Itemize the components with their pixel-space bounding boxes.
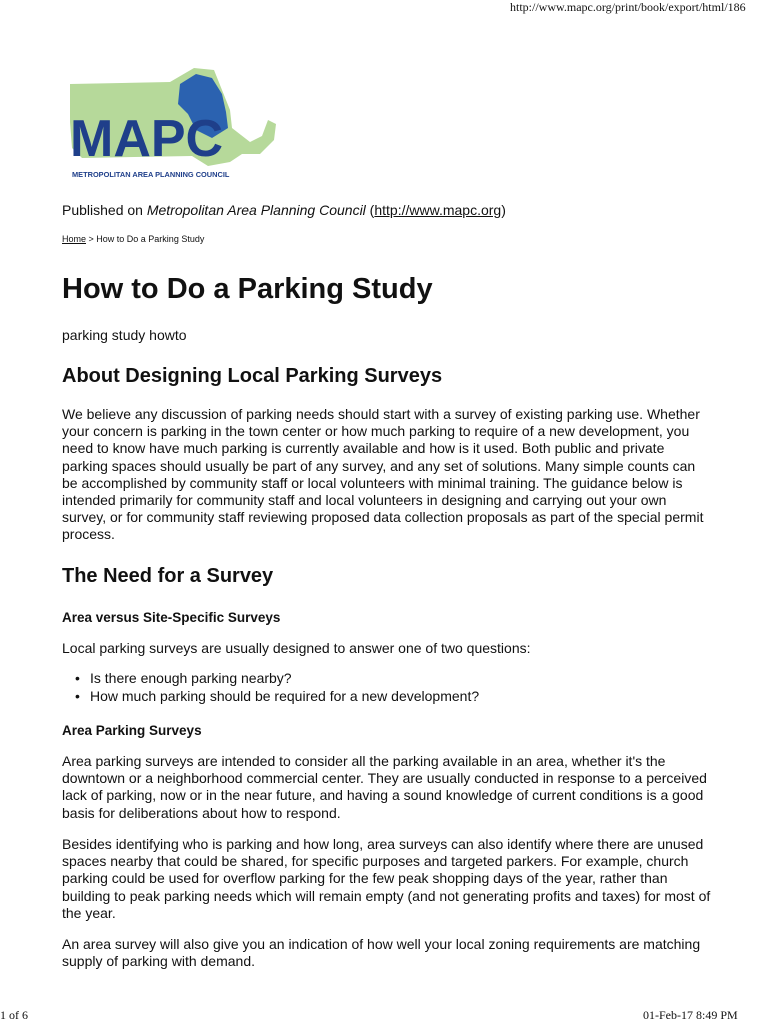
page-counter: 1 of 6 [0, 1008, 28, 1022]
tags-line: parking study howto [62, 327, 187, 343]
questions-list [62, 670, 479, 705]
breadcrumb [62, 234, 204, 244]
massachusetts-map-icon [62, 62, 287, 182]
site-name: Metropolitan Area Planning Council [146, 202, 366, 218]
area-survey-paragraph-1: Area parking surveys are intended to consider all the parking available in an area, whether it's the downtown or a neighborhood commercial center. They are usually conducted in response to a perceived lack of parking, now or in the near future, and having a sound knowledge of current conditions is a good basis for deliberations about how to respond. [62, 753, 707, 821]
published-line [62, 202, 506, 218]
published-open-paren: ( [365, 202, 375, 218]
published-prefix: Published on [62, 202, 147, 218]
about-paragraph: We believe any discussion of parking needs should start with a survey of existing parking use. Whether your concern is parking in the town center or how much parking to require of a new development, you need to know have much parking is currently available and how is it used. Both public and private parking spaces should usually be part of any survey, and any set of solutions. Many simple counts can be accomplished by community staff or local volunteers with minimal training. The guidance below is intended primarily for community staff and local volunteers in designing and carrying out your own survey, or for community staff reviewing proposed data collection proposals as part of the special permit process. [62, 406, 704, 543]
mapc-logo[interactable] [62, 62, 287, 182]
print-url: http://www.mapc.org/print/book/export/html/186 [510, 0, 746, 14]
logo-tagline: METROPOLITAN AREA PLANNING COUNCIL [72, 170, 230, 179]
published-close-paren: ) [501, 202, 506, 218]
subheading-area-surveys: Area Parking Surveys [62, 723, 202, 738]
page-title: How to Do a Parking Study [62, 273, 433, 305]
survey-intro-paragraph: Local parking surveys are usually designed to answer one of two questions: [62, 640, 531, 656]
section-heading-need: The Need for a Survey [62, 565, 274, 587]
breadcrumb-current: How to Do a Parking Study [96, 234, 205, 244]
area-survey-paragraph-2: Besides identifying who is parking and how long, area surveys can also identify where there are unused spaces nearby that could be shared, for specific purposes and targeted parkers. For example, church parking could be used for overflow parking for the few peak shopping days of the year, rather than building to peak parking needs which will remain empty (and not generating profits and taxes) for most of the year. [62, 836, 711, 921]
section-heading-about: About Designing Local Parking Surveys [62, 365, 443, 387]
list-item: • How much parking should be required for a new development? [62, 688, 479, 706]
breadcrumb-home-link[interactable]: Home [62, 234, 87, 244]
subheading-area-vs-site: Area versus Site-Specific Surveys [62, 610, 281, 625]
print-timestamp: 01-Feb-17 8:49 PM [643, 1008, 738, 1022]
area-survey-paragraph-3: An area survey will also give you an indication of how well your local zoning requirements are matching supply of parking with demand. [62, 936, 701, 970]
logo-acronym: MAPC [70, 110, 224, 168]
list-item: • Is there enough parking nearby? [62, 670, 479, 688]
breadcrumb-separator: > [86, 234, 97, 244]
site-url-link[interactable]: http://www.mapc.org [374, 202, 502, 218]
